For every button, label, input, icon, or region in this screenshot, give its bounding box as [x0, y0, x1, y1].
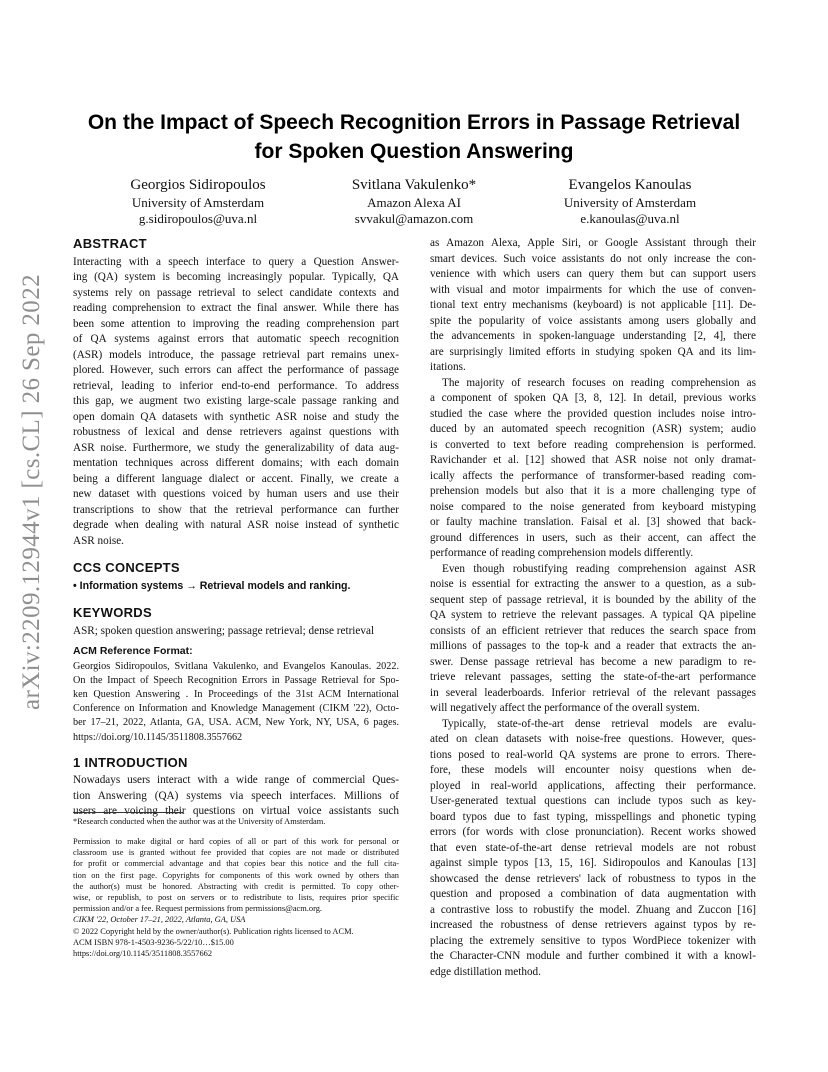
- paragraph-line: ployed in real-world applications, affecting their performance.: [430, 779, 756, 792]
- reference-line: Conference on Information and Knowledge Management (CIKM '22), Octo-: [73, 703, 399, 715]
- reference-line: On the Impact of Speech Recognition Errors in Passage Retrieval for Spo-: [73, 674, 399, 686]
- paragraph-line: fore, these models will encounter noisy questions when de-: [430, 764, 756, 776]
- reference-line: ber 17–21, 2022, Atlanta, GA, USA. ACM, New York, NY, USA, 6 pages.: [73, 717, 399, 729]
- reference-format-body: [73, 660, 399, 745]
- author-email[interactable]: g.sidiropoulos@uva.nl: [138, 211, 258, 226]
- keywords-heading: KEYWORDS: [73, 605, 152, 620]
- paragraph-line: millions of passages to the top-k and a reader that extracts the an-: [430, 640, 756, 652]
- left-column: [73, 236, 399, 820]
- permission-line: the author(s) must be honored. Abstracting with credit is permitted. To copy other-: [73, 881, 399, 891]
- paragraph-line: The majority of research focuses on reading comprehension as: [442, 376, 756, 389]
- footnote-divider: [73, 812, 183, 813]
- abstract-line: (ASR) models introduce, the passage retrieval part remains unex-: [73, 348, 399, 361]
- paragraph-line: the Character-CNN module and further combined it with a knowl-: [430, 950, 756, 962]
- author-block-1: [98, 176, 298, 227]
- permission-line: Permission to make digital or hard copies of all or part of this work for personal or: [73, 837, 399, 846]
- paragraph-line: ically affects the performance of transformer-based reading com-: [430, 469, 756, 482]
- copyright-notice: © 2022 Copyright held by the owner/author(s). Publication rights licensed to ACM.: [73, 926, 354, 936]
- abstract-heading: ABSTRACT: [73, 236, 147, 251]
- paragraph-line: that even state-of-the-art dense retrieval models are not robust: [430, 841, 756, 854]
- paragraph-line: placing the extremely sensitive to typos WordPiece tokenizer with: [430, 934, 756, 947]
- paragraph-line: QA system to retrieve the relevant passages. A typical QA pipeline: [430, 609, 756, 621]
- arxiv-identifier[interactable]: arXiv:2209.12944v1 [cs.CL] 26 Sep 2022: [18, 274, 45, 710]
- abstract-line: been some attention to improving the reading comprehension part: [73, 317, 399, 330]
- author-affiliation: University of Amsterdam: [131, 195, 265, 210]
- intro-line: users are voicing their questions on virtual voice assistants such: [73, 805, 399, 818]
- paragraph-line: noise is essential for extracting the answer to a question, as a sub-: [430, 578, 756, 590]
- paragraph-line: a contrastive loss to robustify the model. Zhuang and Zuccon [16]: [430, 903, 756, 916]
- abstract-line: plored. However, such errors can affect the performance of passage: [73, 364, 399, 376]
- arxiv-stamp: [12, 262, 52, 722]
- reference-line: Georgios Sidiropoulos, Svitlana Vakulenko, and Evangelos Kanoulas. 2022.: [73, 660, 399, 672]
- paragraph-line: will negatively affect the performance of the overall system.: [430, 702, 700, 714]
- paragraph-line: or faulty machine translation. Faisal et al. [3] showed that back-: [430, 516, 756, 528]
- paper-title: [60, 108, 768, 166]
- author-footnote: *Research conducted when the author was at the University of Amsterdam.: [73, 817, 326, 826]
- permission-block: [73, 836, 399, 959]
- title-line-1: On the Impact of Speech Recognition Errors in Passage Retrieval: [87, 111, 741, 134]
- abstract-line: retrieval, leading to inferior end-to-end performance. To address: [73, 379, 399, 392]
- paragraph-line: ated on clean datasets with noise-free questions. However, ques-: [430, 733, 756, 745]
- paragraph-line: board typos due to fast typing, misspellings and phonetic typing: [430, 810, 756, 823]
- paragraph-line: trieve relevant passages, setting the state-of-the-art performance: [430, 671, 756, 683]
- author-block-3: [530, 176, 730, 227]
- conference-info: CIKM '22, October 17–21, 2022, Atlanta, GA, USA: [73, 915, 246, 925]
- author-name: Svitlana Vakulenko*: [351, 177, 477, 193]
- paragraph-line: edge distillation method.: [430, 965, 541, 978]
- abstract-line: ASR noise. Furthermore, we study the generalizability of data aug-: [73, 441, 399, 454]
- author-affiliation: University of Amsterdam: [563, 195, 697, 210]
- paragraph-line: studied the case where the provided question includes noise intro-: [430, 407, 756, 420]
- paragraph-line: ground differences in users, such as their accent, can affect the: [430, 531, 756, 544]
- reference-line: ken Question Answering . In Proceedings of the 31st ACM International: [73, 688, 399, 700]
- ccs-concepts: • Information systems → Retrieval models and ranking.: [73, 579, 351, 592]
- paragraph-line: prehension models but also that it is a more challenging type of: [430, 485, 756, 497]
- paragraph-line: Ravichander et al. [12] showed that ASR noise not only dramat-: [430, 454, 756, 466]
- paragraph-line: question and proposed a combination of data augmentation with: [430, 888, 756, 900]
- paragraph-line: venience with which users can query them but can support users: [430, 268, 756, 280]
- paragraph-line: tional text entry mechanisms (keyboard) is not applicable [11]. De-: [430, 299, 756, 311]
- paragraph-line: swer. Dense passage retrieval has become a new paradigm to re-: [430, 655, 756, 668]
- paragraph-line: increased the robustness of dense retrievers against typos by re-: [430, 919, 756, 931]
- paragraph-line: a component of spoken QA [3, 8, 12]. In detail, previous works: [430, 392, 756, 404]
- paragraph-line: performance of reading comprehension models differently.: [430, 547, 694, 559]
- author-affiliation: Amazon Alexa AI: [367, 195, 461, 210]
- paragraph-line: in several leaderboards. Inferior retrieval of the relevant passages: [430, 686, 756, 699]
- abstract-line: systems rely on passage retrieval to select candidate contexts and: [73, 286, 399, 299]
- abstract-line: ing (QA) system is becoming increasingly popular. Typically, QA: [73, 271, 399, 283]
- abstract-line: Interacting with a speech interface to query a Question Answer-: [73, 255, 399, 268]
- paragraph-line: the advancements in spoken-language understanding [2, 4], there: [430, 330, 756, 342]
- abstract-line: mentation techniques across different domains; with each domain: [73, 457, 399, 469]
- paragraph-line: tions posed to real-world QA systems are prone to errors. There-: [430, 748, 756, 761]
- paragraph-line: User-generated textual questions can include typos such as key-: [430, 795, 756, 807]
- introduction-heading: 1 INTRODUCTION: [73, 754, 188, 770]
- paragraph-line: Typically, state-of-the-art dense retrieval models are evalu-: [442, 717, 756, 730]
- title-line-2: for Spoken Question Answering: [254, 140, 574, 163]
- paragraph-line: with visual and motor impairments for which the use of conven-: [430, 283, 756, 296]
- intro-paragraph-3: [430, 562, 756, 717]
- reference-format-heading: ACM Reference Format:: [73, 645, 193, 657]
- paragraph-line: spite the popularity of voice assistants among users globally and: [430, 314, 756, 327]
- intro-paragraph-1: [430, 236, 756, 376]
- abstract-line: reading comprehension to extract the final answer. While there has: [73, 302, 399, 314]
- right-column: [430, 236, 756, 980]
- paragraph-line: noise compared to the noise generated from keyboard mistyping: [430, 500, 756, 513]
- paragraph-line: consists of an efficient retriever that reduces the search space from: [430, 624, 756, 637]
- abstract-line: robustness of lexical and dense retrievers against questions with: [73, 426, 399, 438]
- ccs-heading: CCS CONCEPTS: [73, 560, 180, 575]
- paragraph-line: errors (for words with close pronunciation). Recent works showed: [430, 826, 756, 838]
- author-email[interactable]: svvakul@amazon.com: [354, 211, 474, 226]
- abstract-body: [73, 255, 399, 550]
- permission-line: permission and/or a fee. Request permissions from permissions@acm.org.: [73, 904, 322, 914]
- reference-doi-link[interactable]: https://doi.org/10.1145/3511808.3557662: [73, 731, 243, 743]
- abstract-line: open domain QA datasets with synthetic ASR noise and study the: [73, 410, 399, 423]
- paragraph-line: Even though robustifying reading comprehension against ASR: [442, 562, 756, 575]
- paragraph-line: sequent step of passage retrieval, it is bounded by the ability of the: [430, 593, 756, 606]
- doi-link[interactable]: https://doi.org/10.1145/3511808.3557662: [73, 949, 213, 959]
- paragraph-line: as Amazon Alexa, Apple Siri, or Google Assistant through their: [430, 237, 756, 249]
- intro-paragraph-2: [430, 376, 756, 562]
- paragraph-line: is converted to text before reading comprehension is performed.: [430, 438, 756, 451]
- isbn-info: ACM ISBN 978-1-4503-9236-5/22/10…$15.00: [73, 937, 234, 947]
- keywords-list: ASR; spoken question answering; passage retrieval; dense retrieval: [73, 624, 375, 637]
- abstract-line: new dataset with questions voiced by human users and use their: [73, 488, 399, 500]
- paragraph-line: itations.: [430, 361, 466, 373]
- abstract-line: of QA systems against errors that automatic speech recognition: [73, 333, 399, 345]
- author-email[interactable]: e.kanoulas@uva.nl: [580, 211, 680, 226]
- paragraph-line: showcased the dense retrievers' lack of robustness to typos in the: [430, 872, 756, 885]
- abstract-line: ASR noise.: [73, 534, 124, 547]
- abstract-line: degrade when dealing with natural ASR noise instead of synthetic: [73, 519, 399, 531]
- permission-line: wise, or republish, to post on servers or to redistribute to lists, requires prior specific: [73, 893, 399, 903]
- intro-line: Nowadays users interact with a wide range of commercial Ques-: [73, 774, 399, 787]
- abstract-line: this gap, we augment two existing large-scale passage ranking and: [73, 395, 399, 407]
- intro-paragraph-4: [430, 717, 756, 981]
- intro-line: tion Answering (QA) systems via speech interfaces. Millions of: [73, 789, 399, 802]
- author-name: Georgios Sidiropoulos: [130, 177, 266, 193]
- paragraph-line: smart devices. Such voice assistants do not only increase the con-: [430, 252, 756, 265]
- paragraph-line: duced by an automated speech recognition (ASR) system; audio: [430, 423, 756, 435]
- paragraph-line: are surprisingly limited efforts in studying spoken QA and its lim-: [430, 345, 756, 358]
- author-name: Evangelos Kanoulas: [568, 177, 692, 193]
- author-block-2: [314, 176, 514, 227]
- paragraph-line: against simple typos [13, 15, 16]. Sidiropoulos and Kanoulas [13]: [430, 857, 756, 869]
- abstract-line: transcriptions to show that the retrieval performance can further: [73, 503, 399, 516]
- permission-line: tion on the first page. Copyrights for components of this work owned by others than: [73, 870, 399, 880]
- abstract-line: being a different language dialect or accent. Finally, we create a: [73, 472, 399, 485]
- permission-line: classroom use is granted without fee provided that copies are not made or distributed: [73, 848, 399, 858]
- permission-line: for profit or commercial advantage and that copies bear this notice and the full cita-: [73, 859, 399, 869]
